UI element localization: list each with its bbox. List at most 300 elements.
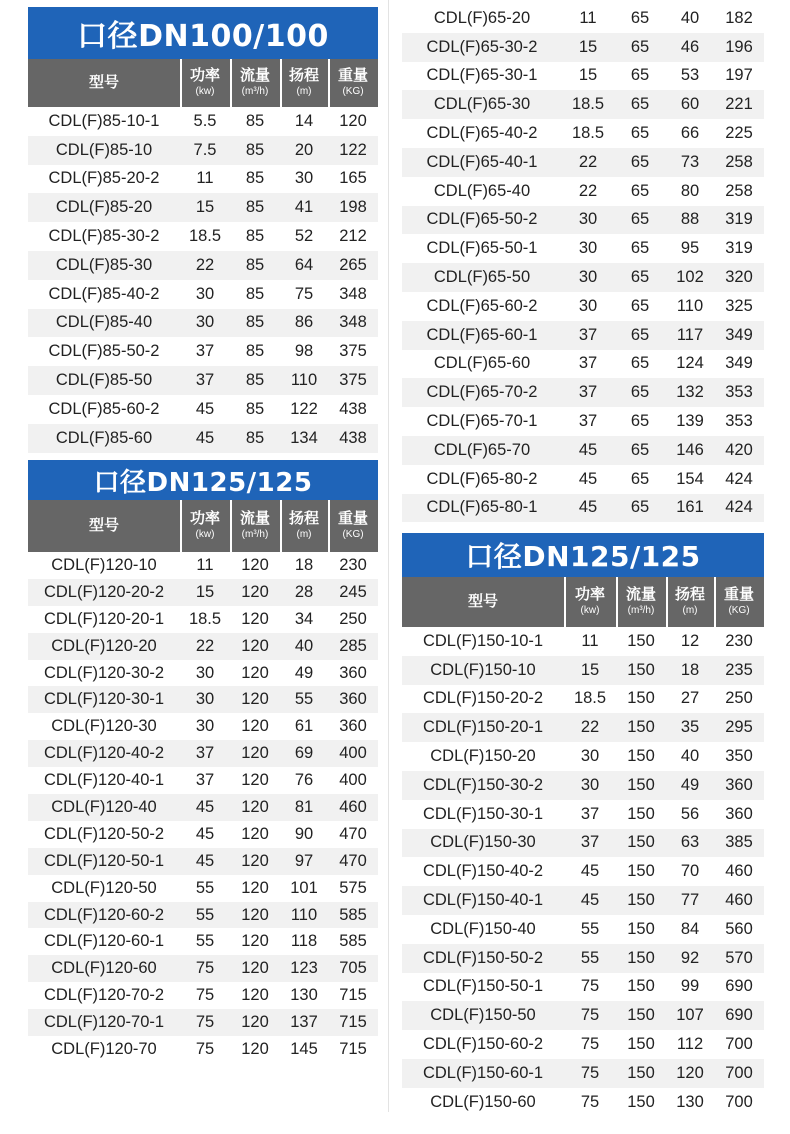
cell-weight: 700	[725, 1063, 753, 1082]
cell-model: CDL(F)120-70-1	[43, 1013, 165, 1032]
cell-head: 88	[680, 210, 700, 229]
header-flow	[230, 59, 280, 107]
cell-flow: 150	[627, 919, 655, 938]
cell-head: 134	[290, 428, 318, 447]
cell-weight: 348	[339, 313, 367, 332]
cell-weight: 360	[725, 775, 753, 794]
cell-power: 75	[580, 1092, 600, 1111]
cell-model: CDL(F)120-70-2	[43, 986, 165, 1005]
cell-weight: 230	[725, 631, 753, 650]
table-dn125-left	[28, 460, 378, 1063]
cell-flow: 65	[630, 210, 650, 229]
cell-weight: 122	[339, 140, 367, 159]
cell-head: 124	[676, 354, 704, 373]
table-row	[402, 90, 764, 119]
cell-model: CDL(F)85-20	[55, 198, 153, 217]
cell-weight: 360	[339, 690, 367, 709]
table-body	[28, 552, 378, 1063]
cell-head: 110	[290, 371, 318, 390]
header-power	[564, 577, 616, 627]
cell-weight: 196	[725, 37, 753, 56]
table-row	[402, 206, 764, 235]
cell-power: 37	[195, 744, 215, 763]
table-row	[402, 829, 764, 858]
cell-flow: 120	[241, 717, 269, 736]
cell-head: 49	[294, 663, 314, 682]
cell-head: 99	[680, 977, 700, 996]
cell-power: 18.5	[571, 95, 605, 114]
cell-flow: 150	[627, 862, 655, 881]
header-model-label: 型号	[467, 593, 498, 610]
header-head	[666, 577, 714, 627]
cell-flow: 85	[245, 371, 265, 390]
table-row	[402, 973, 764, 1002]
table-row	[28, 1036, 378, 1063]
cell-head: 18	[294, 555, 314, 574]
cell-head: 40	[680, 8, 700, 27]
header-head	[280, 59, 328, 107]
cell-power: 75	[195, 959, 215, 978]
cell-model: CDL(F)85-10-1	[48, 111, 160, 130]
cell-weight: 225	[725, 124, 753, 143]
cell-weight: 198	[339, 198, 367, 217]
table-row	[402, 465, 764, 494]
cell-head: 34	[294, 609, 314, 628]
cell-weight: 400	[339, 744, 367, 763]
cell-weight: 235	[725, 660, 753, 679]
table-row	[28, 606, 378, 633]
cell-head: 123	[290, 959, 318, 978]
cell-model: CDL(F)120-40-1	[43, 771, 165, 790]
cell-model: CDL(F)120-30-2	[43, 663, 165, 682]
cell-head: 69	[294, 744, 314, 763]
cell-flow: 120	[241, 932, 269, 951]
cell-power: 22	[195, 255, 215, 274]
table-row	[402, 4, 764, 33]
table-row	[402, 407, 764, 436]
cell-head: 98	[294, 342, 314, 361]
cell-weight: 438	[339, 428, 367, 447]
table-row	[28, 337, 378, 366]
cell-weight: 470	[339, 851, 367, 870]
cell-flow: 120	[241, 797, 269, 816]
cell-flow: 150	[627, 660, 655, 679]
header-head-label: 扬程	[288, 67, 319, 84]
cell-model: CDL(F)120-50-2	[43, 824, 165, 843]
cell-flow: 65	[630, 469, 650, 488]
table-row	[402, 742, 764, 771]
cell-head: 146	[676, 440, 704, 459]
cell-weight: 245	[339, 582, 367, 601]
cell-weight: 319	[725, 210, 753, 229]
table-row	[402, 713, 764, 742]
cell-flow: 150	[627, 631, 655, 650]
cell-model: CDL(F)120-20-2	[43, 582, 165, 601]
cell-flow: 150	[627, 718, 655, 737]
cell-head: 161	[676, 498, 704, 517]
cell-power: 18.5	[188, 227, 222, 246]
cell-weight: 424	[725, 469, 753, 488]
table-row	[402, 886, 764, 915]
cell-flow: 120	[241, 609, 269, 628]
cell-weight: 690	[725, 1006, 753, 1025]
cell-weight: 585	[339, 932, 367, 951]
table-row	[28, 848, 378, 875]
cell-flow: 120	[241, 690, 269, 709]
cell-power: 55	[195, 932, 215, 951]
cell-flow: 120	[241, 771, 269, 790]
cell-power: 45	[580, 891, 600, 910]
cell-flow: 150	[627, 775, 655, 794]
header-weight-label: 重量	[337, 510, 368, 527]
cell-model: CDL(F)150-40-2	[422, 862, 544, 881]
cell-head: 117	[676, 325, 704, 344]
table-row	[28, 713, 378, 740]
table-row	[28, 633, 378, 660]
cell-model: CDL(F)65-40	[433, 181, 531, 200]
table-row	[28, 579, 378, 606]
table-row	[28, 686, 378, 713]
cell-weight: 438	[339, 399, 367, 418]
cell-model: CDL(F)65-60-1	[426, 325, 538, 344]
cell-power: 11	[581, 631, 599, 650]
cell-weight: 585	[339, 905, 367, 924]
cell-power: 37	[578, 412, 598, 431]
cell-flow: 65	[630, 296, 650, 315]
cell-weight: 120	[339, 111, 367, 130]
cell-flow: 65	[630, 325, 650, 344]
cell-head: 41	[294, 198, 314, 217]
cell-power: 37	[580, 833, 600, 852]
cell-flow: 150	[627, 804, 655, 823]
table-title: 口径DN125/125	[28, 460, 378, 500]
cell-weight: 320	[725, 268, 753, 287]
table-row	[28, 794, 378, 821]
cell-weight: 360	[339, 663, 367, 682]
header-model	[28, 59, 180, 107]
cell-power: 45	[195, 797, 215, 816]
header-flow-label: 流量	[239, 510, 270, 527]
cell-power: 30	[580, 775, 600, 794]
cell-flow: 85	[245, 342, 265, 361]
table-row	[28, 395, 378, 424]
header-weight	[328, 59, 378, 107]
cell-power: 30	[578, 239, 598, 258]
header-model-label: 型号	[88, 517, 119, 534]
cell-weight: 325	[725, 296, 753, 315]
header-flow	[616, 577, 666, 627]
cell-model: CDL(F)150-50-1	[422, 977, 544, 996]
table-title: 口径DN100/100	[28, 7, 378, 59]
cell-model: CDL(F)65-50	[433, 268, 531, 287]
cell-weight: 258	[725, 181, 753, 200]
table-row	[28, 821, 378, 848]
cell-flow: 65	[630, 412, 650, 431]
header-power	[180, 59, 230, 107]
cell-power: 30	[578, 268, 598, 287]
cell-power: 75	[580, 1063, 600, 1082]
table-row	[28, 107, 378, 136]
header-power-unit: (kw)	[195, 86, 215, 97]
cell-model: CDL(F)85-50-2	[48, 342, 160, 361]
cell-power: 55	[580, 919, 600, 938]
header-model	[402, 577, 564, 627]
cell-head: 40	[294, 636, 314, 655]
cell-weight: 353	[725, 412, 753, 431]
cell-model: CDL(F)85-60-2	[48, 399, 160, 418]
header-power-unit: (kw)	[195, 529, 215, 540]
cell-head: 35	[680, 718, 700, 737]
cell-weight: 700	[725, 1092, 753, 1111]
cell-model: CDL(F)65-50-2	[426, 210, 538, 229]
cell-weight: 258	[725, 152, 753, 171]
cell-model: CDL(F)65-40-2	[426, 124, 538, 143]
cell-head: 132	[676, 383, 704, 402]
cell-model: CDL(F)150-20-1	[422, 718, 544, 737]
cell-flow: 65	[630, 37, 650, 56]
table-row	[28, 366, 378, 395]
cell-power: 30	[578, 210, 598, 229]
cell-flow: 85	[245, 399, 265, 418]
header-power-unit: (kw)	[580, 605, 600, 616]
cell-weight: 470	[339, 824, 367, 843]
cell-model: CDL(F)85-60	[55, 428, 153, 447]
cell-model: CDL(F)120-40	[51, 797, 157, 816]
cell-model: CDL(F)85-40-2	[48, 284, 160, 303]
table-body	[28, 107, 378, 453]
cell-head: 95	[680, 239, 700, 258]
cell-flow: 150	[627, 1006, 655, 1025]
cell-flow: 65	[630, 268, 650, 287]
cell-model: CDL(F)120-50-1	[43, 851, 165, 870]
cell-head: 110	[676, 296, 704, 315]
table-row	[28, 222, 378, 251]
table-row	[28, 982, 378, 1009]
table-row	[402, 857, 764, 886]
header-flow-label: 流量	[239, 67, 270, 84]
cell-model: CDL(F)150-20	[430, 747, 536, 766]
cell-model: CDL(F)65-60	[433, 354, 531, 373]
cell-flow: 65	[630, 354, 650, 373]
cell-head: 112	[676, 1035, 704, 1054]
cell-model: CDL(F)150-40	[430, 919, 536, 938]
cell-head: 49	[680, 775, 700, 794]
header-weight-label: 重量	[337, 67, 368, 84]
cell-flow: 120	[241, 824, 269, 843]
cell-flow: 120	[241, 851, 269, 870]
table-row	[402, 656, 764, 685]
table-header	[28, 59, 378, 107]
cell-weight: 250	[725, 689, 753, 708]
header-weight-unit: (KG)	[342, 529, 364, 540]
header-head	[280, 500, 328, 552]
cell-flow: 85	[245, 169, 265, 188]
cell-model: CDL(F)85-30	[55, 255, 153, 274]
cell-power: 45	[578, 469, 598, 488]
cell-head: 92	[680, 948, 700, 967]
cell-power: 45	[195, 428, 215, 447]
cell-power: 15	[195, 582, 215, 601]
cell-head: 73	[680, 152, 700, 171]
header-head-unit: (m)	[296, 86, 312, 97]
cell-weight: 570	[725, 948, 753, 967]
cell-flow: 85	[245, 140, 265, 159]
cell-head: 145	[290, 1039, 318, 1058]
cell-model: CDL(F)150-30	[430, 833, 536, 852]
cell-model: CDL(F)65-60-2	[426, 296, 538, 315]
header-flow-unit: (m³/h)	[241, 86, 269, 97]
table-dn100	[28, 7, 378, 453]
header-weight-unit: (KG)	[342, 86, 364, 97]
cell-head: 52	[294, 227, 314, 246]
cell-flow: 120	[241, 959, 269, 978]
cell-power: 22	[195, 636, 215, 655]
cell-flow: 65	[630, 383, 650, 402]
cell-power: 75	[580, 1035, 600, 1054]
cell-head: 130	[676, 1092, 704, 1111]
cell-power: 37	[195, 342, 215, 361]
cell-flow: 120	[241, 663, 269, 682]
table-row	[402, 378, 764, 407]
table-row	[402, 263, 764, 292]
table-row	[28, 902, 378, 929]
table-row	[28, 740, 378, 767]
cell-model: CDL(F)120-30	[51, 717, 157, 736]
cell-head: 55	[294, 690, 314, 709]
cell-weight: 575	[339, 878, 367, 897]
table-row	[402, 1088, 764, 1117]
cell-model: CDL(F)65-30-2	[426, 37, 538, 56]
cell-head: 75	[294, 284, 314, 303]
cell-head: 139	[676, 412, 704, 431]
cell-model: CDL(F)150-10-1	[422, 631, 544, 650]
cell-head: 110	[290, 905, 318, 924]
cell-flow: 65	[630, 152, 650, 171]
table-row	[402, 148, 764, 177]
cell-flow: 120	[241, 636, 269, 655]
cell-power: 37	[578, 325, 598, 344]
header-flow-label: 流量	[625, 586, 656, 603]
cell-model: CDL(F)65-70	[433, 440, 531, 459]
header-power	[180, 500, 230, 552]
cell-power: 45	[578, 498, 598, 517]
cell-weight: 350	[725, 747, 753, 766]
cell-power: 30	[580, 747, 600, 766]
header-model-label: 型号	[88, 74, 119, 91]
cell-model: CDL(F)65-70-2	[426, 383, 538, 402]
cell-head: 81	[294, 797, 314, 816]
column-divider	[388, 0, 389, 1112]
cell-flow: 85	[245, 111, 265, 130]
cell-flow: 150	[627, 1035, 655, 1054]
cell-weight: 319	[725, 239, 753, 258]
cell-model: CDL(F)120-20	[51, 636, 157, 655]
cell-model: CDL(F)85-20-2	[48, 169, 160, 188]
table-header	[28, 500, 378, 552]
cell-head: 40	[680, 747, 700, 766]
cell-power: 75	[195, 986, 215, 1005]
cell-head: 102	[676, 268, 704, 287]
table-row	[28, 193, 378, 222]
cell-model: CDL(F)150-40-1	[422, 891, 544, 910]
cell-power: 30	[195, 663, 215, 682]
cell-model: CDL(F)65-30-1	[426, 66, 538, 85]
cell-power: 30	[195, 717, 215, 736]
cell-power: 30	[195, 284, 215, 303]
header-power-label: 功率	[574, 586, 605, 603]
cell-model: CDL(F)150-20-2	[422, 689, 544, 708]
cell-model: CDL(F)65-40-1	[426, 152, 538, 171]
header-weight	[328, 500, 378, 552]
cell-power: 45	[580, 862, 600, 881]
cell-power: 37	[195, 771, 215, 790]
cell-head: 122	[290, 399, 318, 418]
cell-flow: 150	[627, 977, 655, 996]
cell-head: 137	[290, 1013, 318, 1032]
cell-power: 75	[580, 977, 600, 996]
cell-power: 18.5	[573, 689, 607, 708]
header-head-unit: (m)	[296, 529, 312, 540]
cell-power: 11	[196, 169, 214, 188]
table-header	[402, 577, 764, 627]
cell-power: 75	[195, 1039, 215, 1058]
cell-model: CDL(F)150-60	[430, 1092, 536, 1111]
cell-power: 11	[579, 8, 597, 27]
table-row	[402, 771, 764, 800]
cell-weight: 700	[725, 1035, 753, 1054]
cell-weight: 705	[339, 959, 367, 978]
table-body	[402, 4, 764, 522]
cell-head: 27	[680, 689, 700, 708]
cell-flow: 150	[627, 1092, 655, 1111]
cell-power: 22	[578, 181, 598, 200]
cell-weight: 400	[339, 771, 367, 790]
table-row	[402, 685, 764, 714]
cell-model: CDL(F)65-80-2	[426, 469, 538, 488]
cell-head: 53	[680, 66, 700, 85]
cell-model: CDL(F)120-60	[51, 959, 157, 978]
cell-power: 15	[580, 660, 600, 679]
cell-weight: 375	[339, 342, 367, 361]
cell-head: 90	[294, 824, 314, 843]
cell-flow: 120	[241, 1013, 269, 1032]
cell-model: CDL(F)65-20	[433, 8, 531, 27]
header-flow	[230, 500, 280, 552]
table-row	[402, 944, 764, 973]
cell-power: 5.5	[193, 111, 217, 130]
table-row	[402, 33, 764, 62]
cell-flow: 65	[630, 181, 650, 200]
cell-model: CDL(F)120-10	[51, 555, 157, 574]
cell-model: CDL(F)65-30	[433, 95, 531, 114]
cell-head: 118	[290, 932, 318, 951]
cell-head: 120	[676, 1063, 704, 1082]
cell-model: CDL(F)85-50	[55, 371, 153, 390]
table-row	[402, 234, 764, 263]
cell-flow: 120	[241, 878, 269, 897]
cell-model: CDL(F)150-50	[430, 1006, 536, 1025]
cell-flow: 85	[245, 313, 265, 332]
cell-power: 45	[195, 851, 215, 870]
cell-head: 97	[294, 851, 314, 870]
cell-head: 12	[680, 631, 700, 650]
cell-weight: 460	[725, 891, 753, 910]
table-row	[402, 62, 764, 91]
cell-weight: 349	[725, 325, 753, 344]
cell-weight: 375	[339, 371, 367, 390]
cell-flow: 65	[630, 124, 650, 143]
table-row	[402, 119, 764, 148]
